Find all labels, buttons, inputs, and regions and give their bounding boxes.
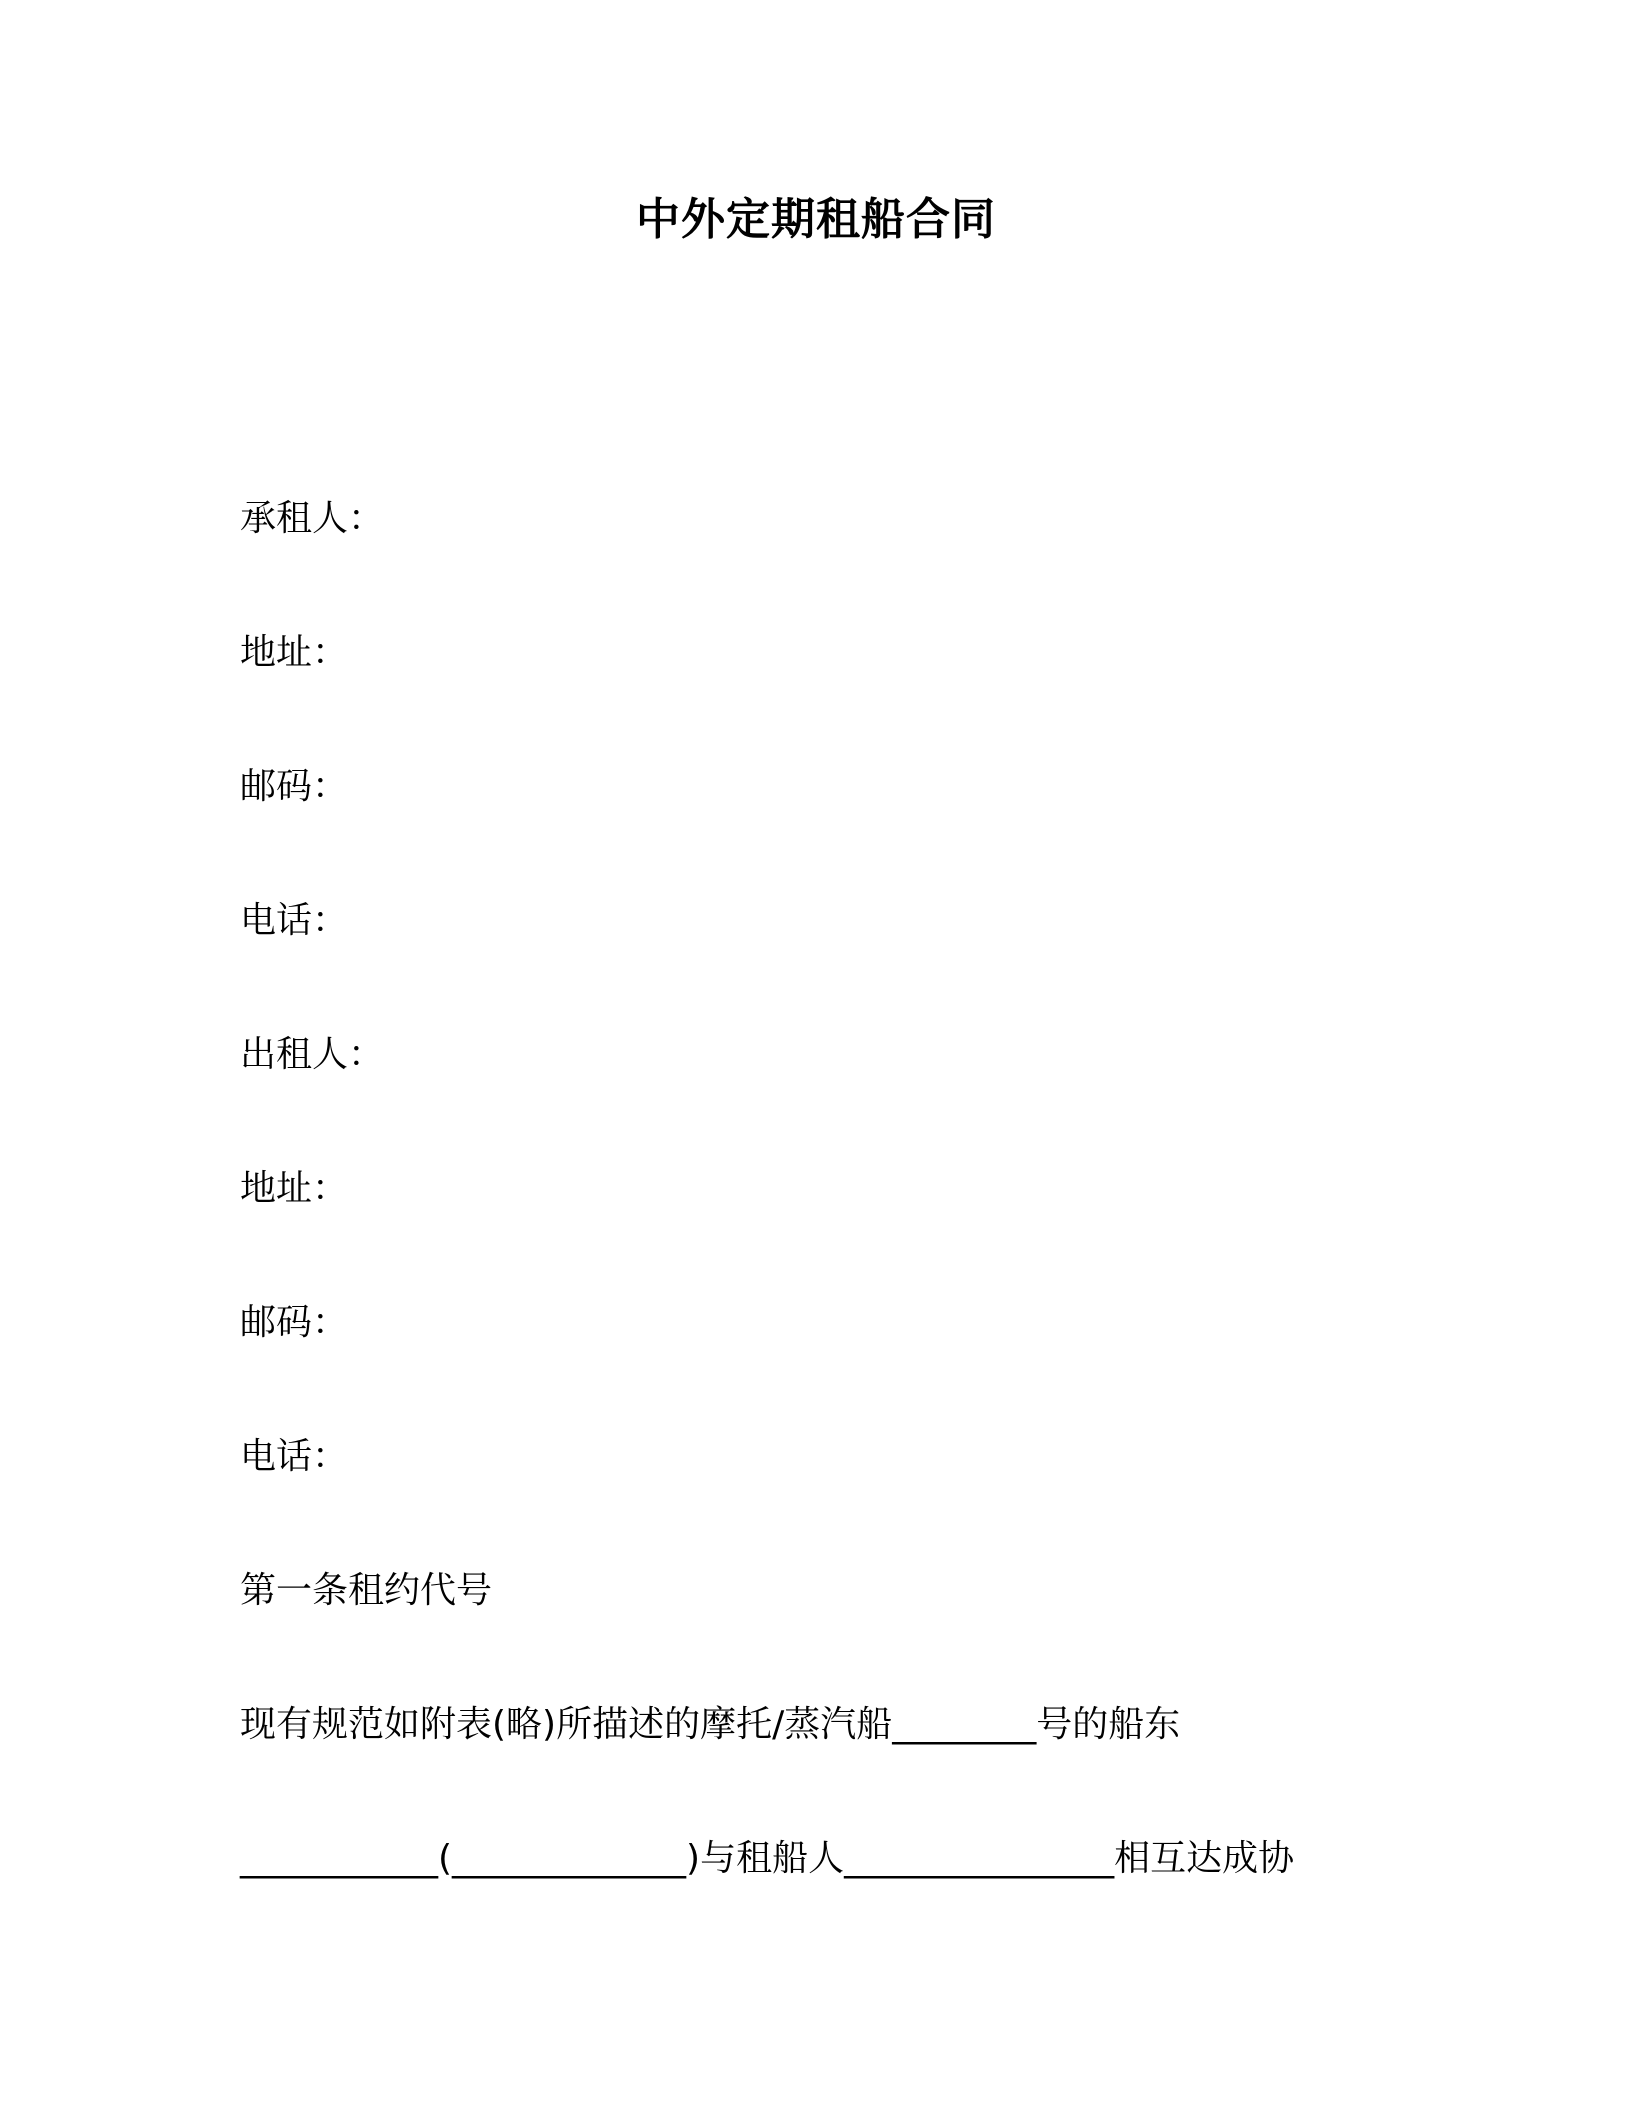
lessee-postcode-label: 邮码： — [240, 766, 349, 807]
lessee-label: 承租人： — [240, 498, 385, 539]
lessor-postcode-label: 邮码： — [240, 1302, 349, 1343]
document-title: 中外定期租船合同 — [636, 194, 996, 245]
body-paragraph-line-2: ___________(_____________)与租船人_______________相互达成协 — [240, 1838, 1295, 1879]
lessor-label: 出租人： — [240, 1034, 385, 1075]
lessor-address-label: 地址： — [240, 1168, 349, 1209]
lessee-phone-label: 电话： — [240, 900, 349, 941]
article-one-heading: 第一条租约代号 — [240, 1570, 493, 1611]
lessor-phone-label: 电话： — [240, 1436, 349, 1477]
body-paragraph-line-1: 现有规范如附表(略)所描述的摩托/蒸汽船________号的船东 — [240, 1704, 1181, 1745]
lessee-address-label: 地址： — [240, 632, 349, 673]
